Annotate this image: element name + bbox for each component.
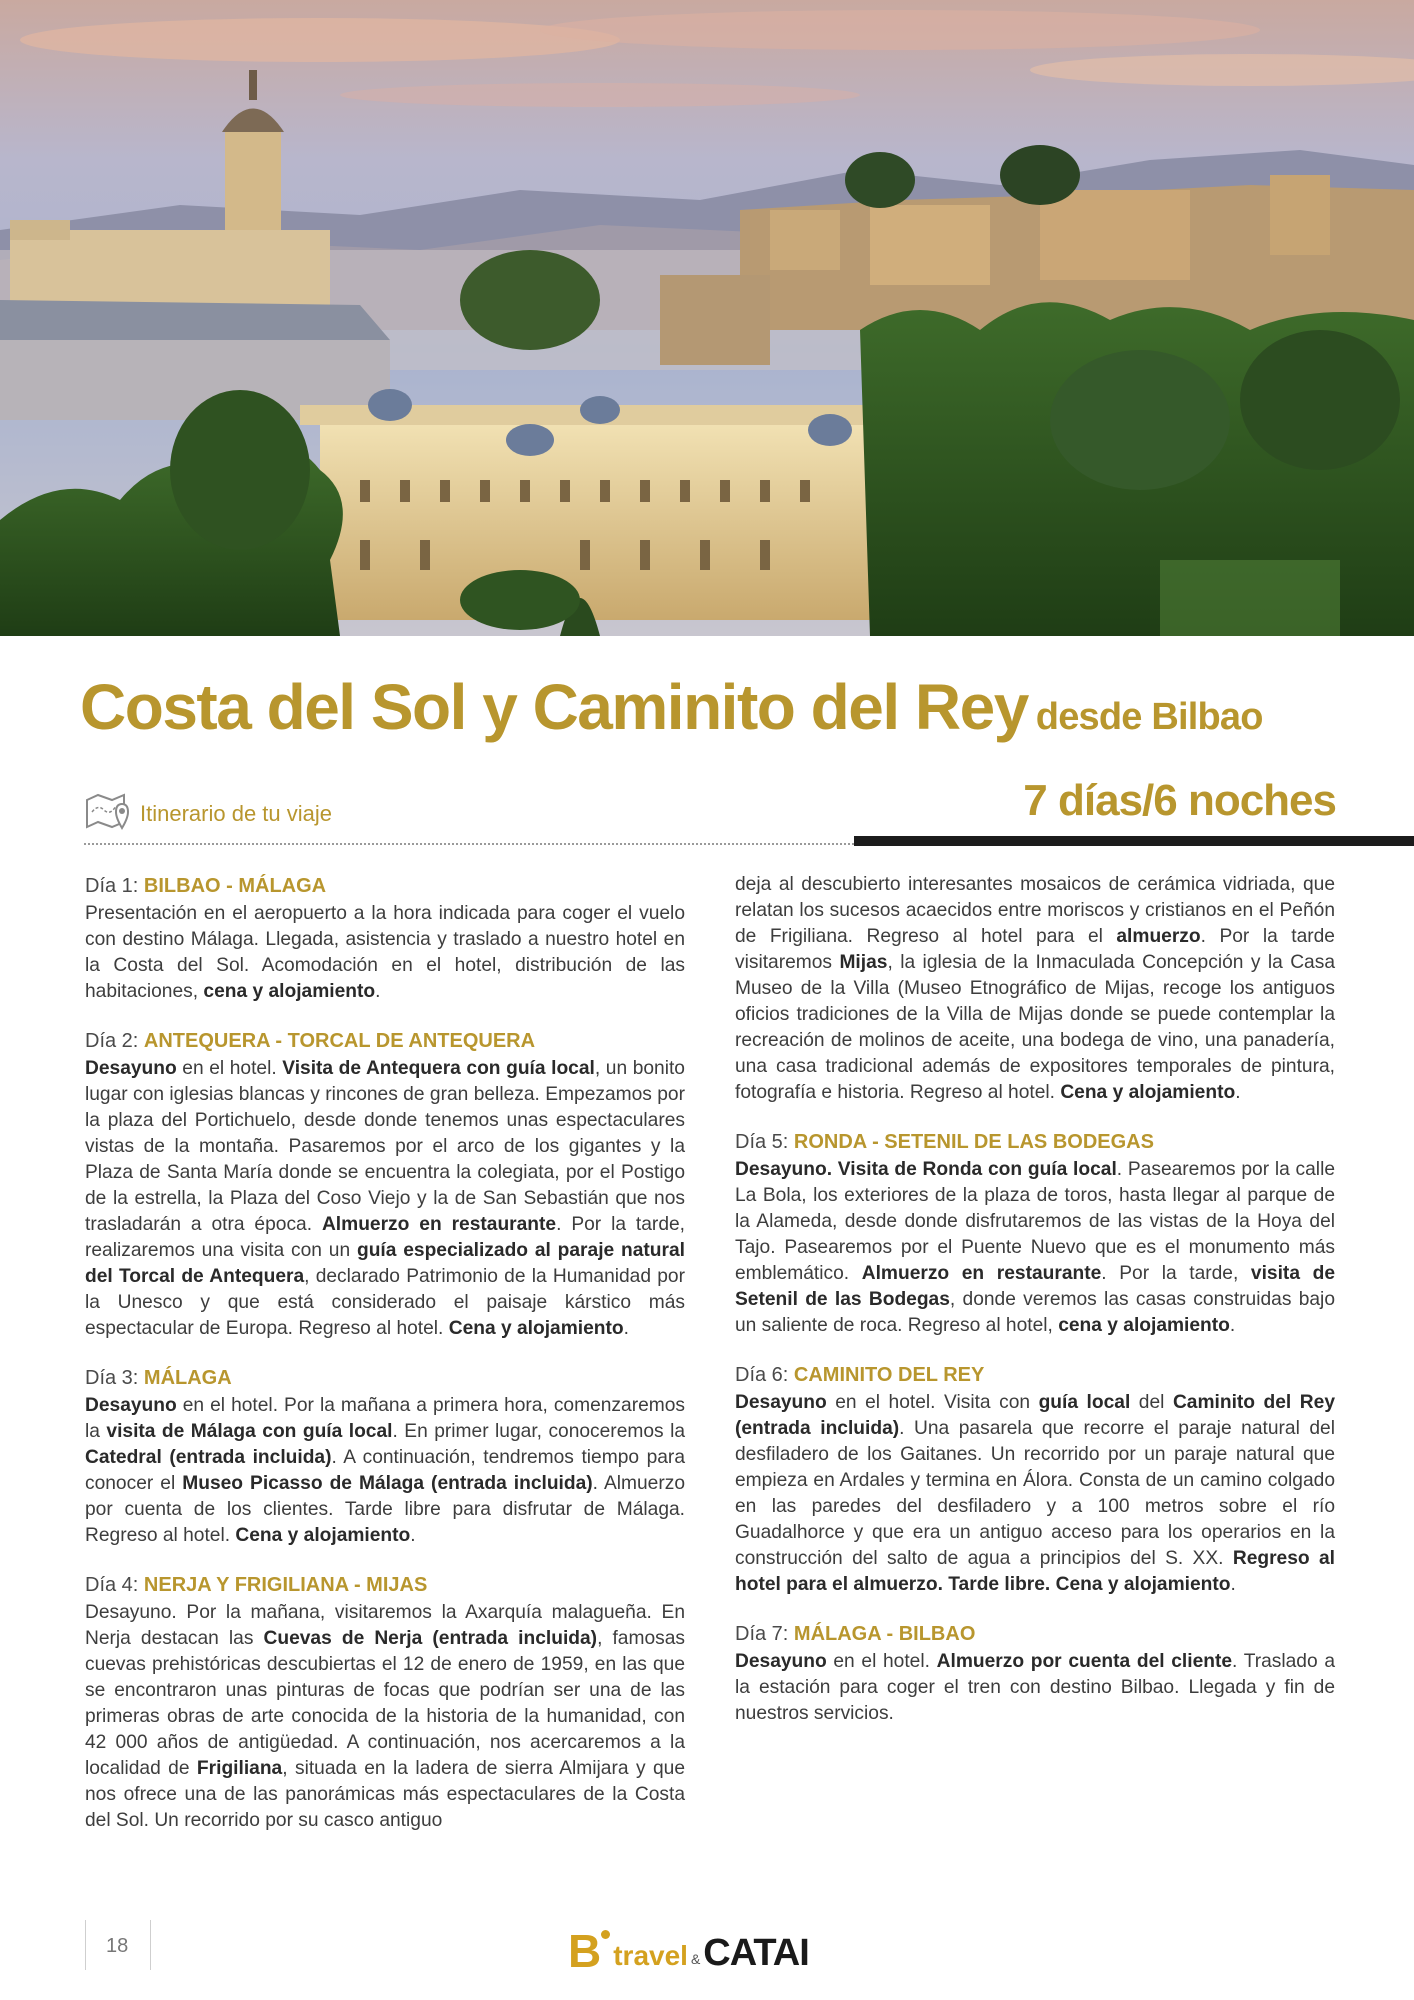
- day-place: RONDA - SETENIL DE LAS BODEGAS: [793, 1131, 1154, 1153]
- itinerary-column-right: [735, 872, 1335, 1792]
- day-place: MÁLAGA - BILBAO: [793, 1623, 976, 1645]
- day-label: Día 4:: [85, 1574, 139, 1596]
- brand-logo: [568, 1916, 809, 1976]
- day-text: Desayuno en el hotel. Almuerzo por cuenta del cliente. Traslado a la estación para coger el tren con destino Bilbao. Llegada y fin de nuestros servicios.: [735, 1651, 1335, 1724]
- itinerary-column-left: [85, 872, 685, 1892]
- map-pin-icon: [84, 790, 130, 838]
- day-place: CAMINITO DEL REY: [793, 1364, 985, 1386]
- day-5: [735, 1128, 1335, 1339]
- brand-amp: &: [690, 1951, 701, 1967]
- day-text: Desayuno en el hotel. Por la mañana a primera hora, comenzaremos la visita de Málaga con guía local. En primer lugar, conoceremos la Catedral (entrada incluida). A continuación, tendremos tiempo para conocer el Museo Picasso de Málaga (entrada incluida). Almuerzo por cuenta de los clientes. Tarde libre para disfrutar de Málaga. Regreso al hotel. Cena y alojamiento.: [85, 1395, 686, 1546]
- day-place: MÁLAGA: [143, 1367, 232, 1389]
- day-3: [85, 1364, 685, 1549]
- day-label: Día 1:: [85, 875, 139, 897]
- brand-b-logo: [568, 1926, 601, 1976]
- day-4-continued: [735, 872, 1335, 1106]
- day-text: Presentación en el aeropuerto a la hora indicada para coger el vuelo con destino Málaga. Llegada, asistencia y traslado a nuestro hotel en la Costa del Sol. Acomodación en el hotel, distribución de las habitaciones, cena y alojamiento.: [85, 903, 685, 1002]
- day-text: deja al descubierto interesantes mosaicos de cerámica vidriada, que relatan los sucesos acaecidos entre moriscos y cristianos en el Peñón de Frigiliana. Regreso al hotel para el almuerzo. Por la tarde visitaremos Mijas, la iglesia de la Inmaculada Concepción y la Casa Museo de la Villa (Museo Etnográfico de Mijas, recoge los antiguos oficios tradiciones de la Villa de Mijas donde se puede contemplar la recreación de molinos de aceite, una bodega de vino, una panadería, una casa tradicional además de expositores temporales de pintura, fotografía e historia. Regreso al hotel. Cena y alojamiento.: [735, 874, 1335, 1103]
- day-7: [735, 1620, 1335, 1727]
- day-text: Desayuno. Visita de Ronda con guía local. Pasearemos por la calle La Bola, los exteriores de la plaza de toros, hasta llegar al parque de la Alameda, desde donde disfrutaremos de las vistas de la Hoya del Tajo. Pasearemos por el Puente Nuevo que es el monumento más emblemático. Almuerzo en restaurante. Por la tarde, visita de Setenil de las Bodegas, donde veremos las casas construidas bajo un saliente de roca. Regreso al hotel, cena y alojamiento.: [735, 1159, 1335, 1336]
- itinerary-header: [84, 790, 332, 838]
- day-2: [85, 1027, 685, 1342]
- day-text: Desayuno en el hotel. Visita con guía local del Caminito del Rey (entrada incluida). Una pasarela que recorre el paraje natural del desfiladero de los Gaitanes. Un recorrido por un paraje natural que empieza en Ardales y termina en Álora. Consta de un camino colgado en las paredes del desfiladero y a 100 metros sobre el río Guadalhorce y que era un antiguo acceso para los operarios en la construcción del salto de agua a principios del S. XX. Regreso al hotel para el almuerzo. Tarde libre. Cena y alojamiento.: [735, 1392, 1335, 1595]
- day-heading: [735, 1620, 1335, 1648]
- heading-bar: [854, 836, 1414, 846]
- brand-dot: [601, 1930, 610, 1939]
- day-label: Día 6:: [735, 1364, 789, 1386]
- page-title: [80, 670, 1370, 744]
- page-number-divider-right: [150, 1920, 151, 1970]
- day-heading: [85, 1027, 685, 1055]
- trip-duration: 7 días/6 noches: [1023, 776, 1336, 825]
- day-text: Desayuno en el hotel. Visita de Antequera con guía local, un bonito lugar con iglesias blancas y rincones de gran belleza. Empezamos por la plaza del Portichuelo, desde donde tenemos unas espectaculares vistas de la montaña. Pasaremos por el arco de los gigantes y la Plaza de Santa María donde se encuentra la colegiata, por el Postigo de la estrella, la Plaza del Coso Viejo y la de San Sebastián que nos trasladarán a otra época. Almuerzo en restaurante. Por la tarde, realizaremos una visita con un guía especializado al paraje natural del Torcal de Antequera, declarado Patrimonio de la Humanidad por la Unesco y que está considerado el paisaje kárstico más espectacular de Europa. Regreso al hotel. Cena y alojamiento.: [85, 1058, 685, 1339]
- day-1: [85, 872, 685, 1005]
- day-label: Día 7:: [735, 1623, 789, 1645]
- day-heading: [735, 1361, 1335, 1389]
- day-heading: [85, 1364, 685, 1392]
- page-number: 18: [106, 1935, 129, 1957]
- day-6: [735, 1361, 1335, 1598]
- dotted-divider: [84, 843, 854, 845]
- hero-illustration: [0, 0, 1414, 636]
- day-heading: [85, 872, 685, 900]
- day-place: NERJA Y FRIGILIANA - MIJAS: [143, 1574, 428, 1596]
- brand-travel: travel: [613, 1940, 688, 1971]
- day-heading: [85, 1571, 685, 1599]
- brand-catai: CATAI: [703, 1932, 809, 1974]
- brand-b: B: [568, 1925, 602, 1977]
- itinerary-label: Itinerario de tu viaje: [140, 801, 332, 826]
- day-label: Día 5:: [735, 1131, 789, 1153]
- title-sub: desde Bilbao: [1035, 696, 1263, 738]
- day-place: BILBAO - MÁLAGA: [143, 875, 327, 897]
- day-label: Día 2:: [85, 1030, 139, 1052]
- page-number-divider-left: [85, 1920, 86, 1970]
- day-heading: [735, 1128, 1335, 1156]
- hero-photo-malaga: [0, 0, 1414, 636]
- day-label: Día 3:: [85, 1367, 139, 1389]
- day-text: Desayuno. Por la mañana, visitaremos la Axarquía malagueña. En Nerja destacan las Cuevas de Nerja (entrada incluida), famosas cuevas prehistóricas descubiertas el 12 de enero de 1959, en las que se encontraron unas pinturas de focas que podrían ser una de las primeras obras de arte conocida de la historia de la humanidad, con 42 000 años de antigüedad. A continuación, nos acercaremos a la localidad de Frigiliana, situada en la ladera de sierra Almijara y que nos ofrece una de las panorámicas más espectaculares de la Costa del Sol. Un recorrido por su casco antiguo: [85, 1602, 685, 1831]
- day-4: [85, 1571, 685, 1834]
- day-place: ANTEQUERA - TORCAL DE ANTEQUERA: [143, 1030, 536, 1052]
- title-main: Costa del Sol y Caminito del Rey: [80, 671, 1028, 743]
